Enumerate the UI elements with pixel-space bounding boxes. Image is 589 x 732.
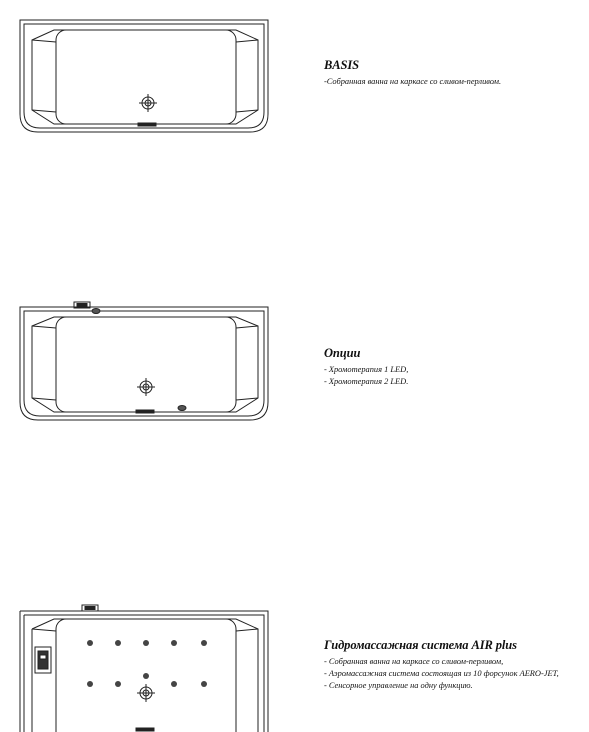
drain-icon (139, 94, 157, 112)
led-light-icon (178, 406, 186, 411)
tub-drawing-options (18, 300, 270, 425)
control-panel-icon (35, 647, 51, 673)
section-line: - Сенсорное управление на одну функцию. (324, 681, 473, 690)
tub-drawing-basis (18, 16, 270, 136)
drain-icon (137, 684, 155, 702)
section-title: Опции (324, 346, 361, 360)
section-air-plus (324, 638, 584, 692)
section-basis (324, 58, 584, 88)
section-title: Гидромассажная система AIR plus (324, 638, 517, 652)
section-line: -Собранная ванна на каркасе со сливом-перливом. (324, 77, 502, 86)
section-line: - Хромотерапия 2 LED. (324, 377, 409, 386)
section-line: - Хромотерапия 1 LED, (324, 365, 409, 374)
aero-jet-icon (87, 640, 207, 687)
tub-drawing-air-plus (18, 603, 270, 732)
drain-icon (137, 378, 155, 396)
section-line: - Аэромассажная система состоящая из 10 форсунок AERO-JET, (324, 669, 559, 678)
section-title: BASIS (324, 58, 359, 72)
section-options (324, 346, 584, 388)
led-light-icon (92, 309, 100, 314)
section-line: - Собранная ванна на каркасе со сливом-перливом, (324, 657, 504, 666)
